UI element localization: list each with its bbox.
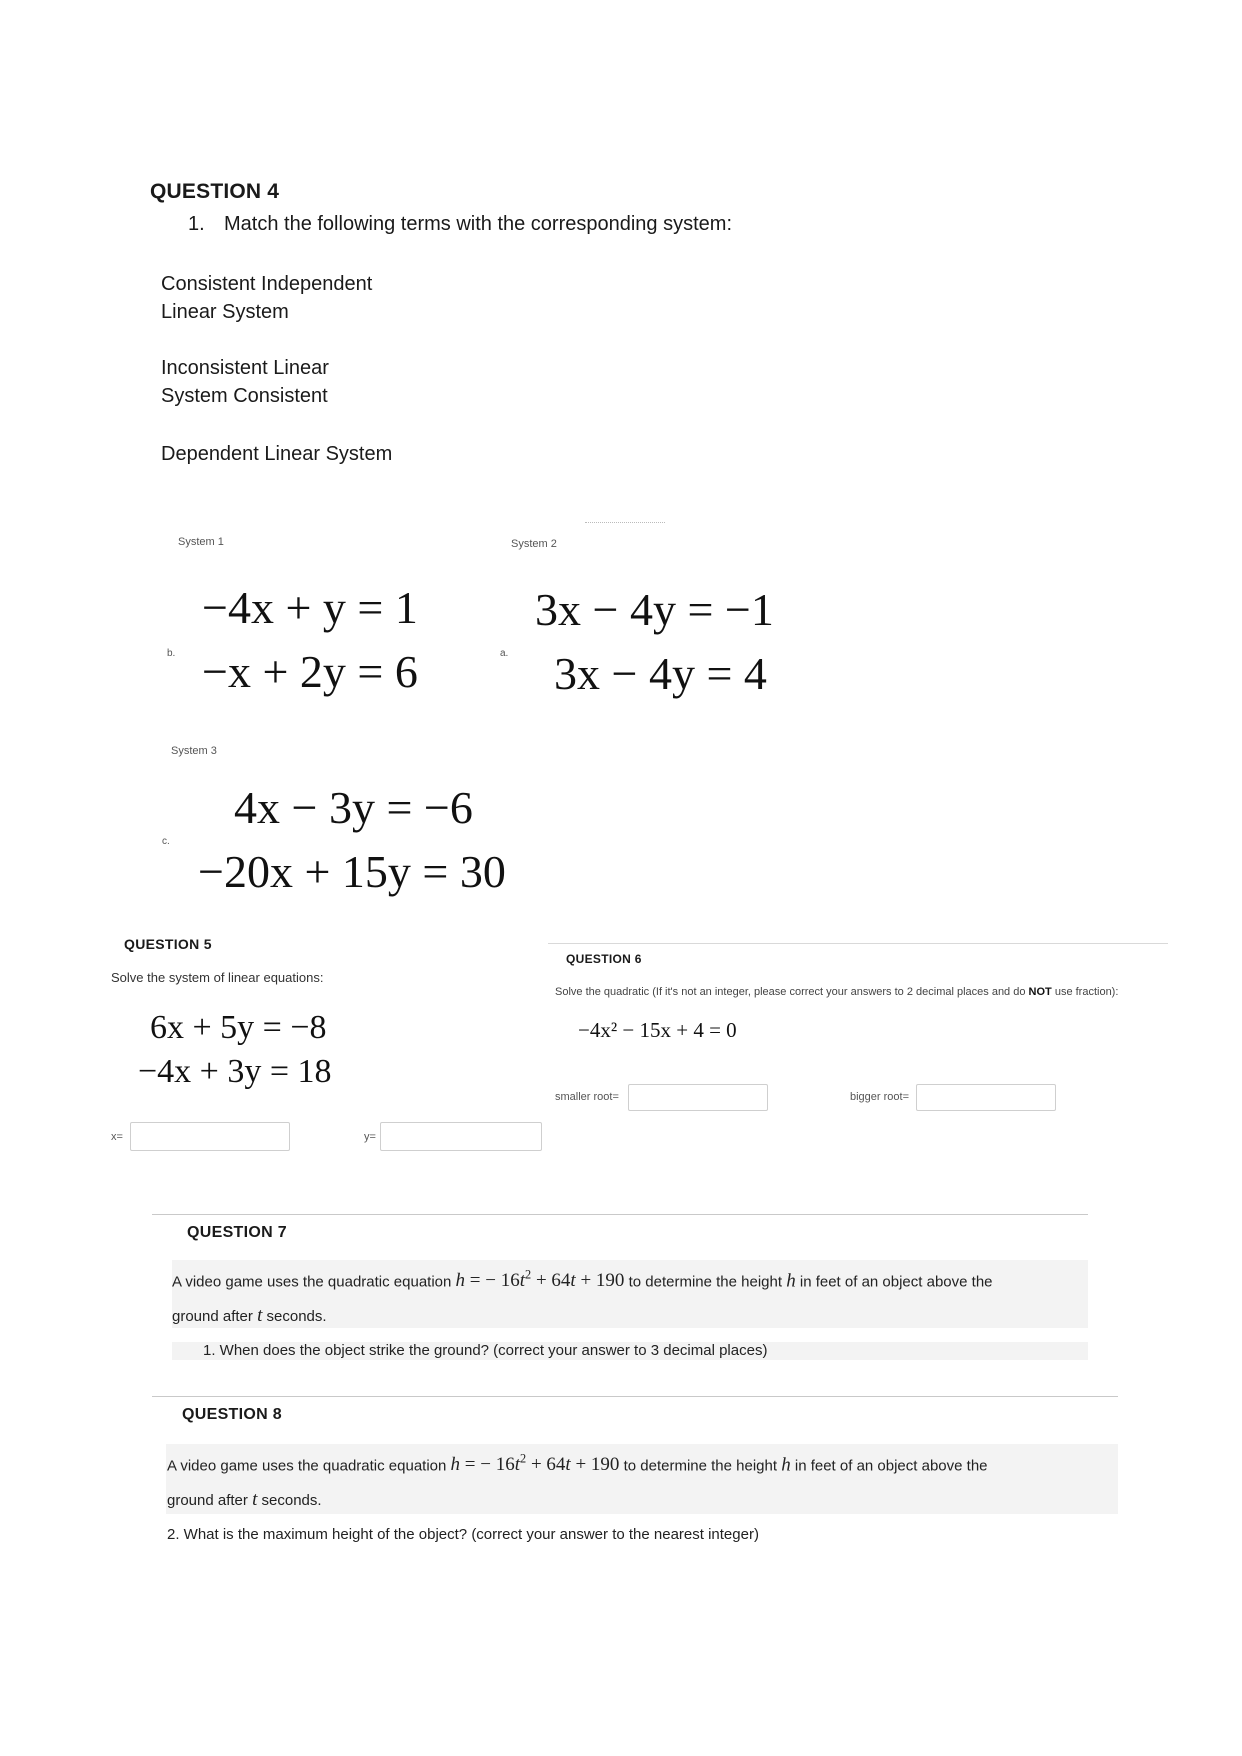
system-1-letter: b. — [167, 648, 176, 659]
question-6-equation: −4x² − 15x + 4 = 0 — [578, 1018, 737, 1042]
system-3-eq1: 4x − 3y = −6 — [234, 782, 473, 833]
question-7-line1 — [172, 1258, 993, 1299]
question-7-text — [172, 1258, 993, 1334]
question-5-title: QUESTION 5 — [124, 936, 212, 952]
question-8-line2 — [167, 1483, 988, 1518]
item-number: 1. — [188, 213, 205, 235]
bigger-root-label: bigger root= — [850, 1091, 910, 1103]
term-inconsistent[interactable] — [161, 354, 329, 410]
question-8-rule — [152, 1396, 1118, 1397]
q7-text-mid: to determine the height — [628, 1273, 783, 1291]
system-3-letter: c. — [162, 836, 170, 847]
term-line: Dependent Linear System — [161, 443, 393, 465]
question-8-line1 — [167, 1442, 988, 1483]
term-line: System Consistent — [161, 385, 328, 407]
question-4-title: QUESTION 4 — [150, 180, 280, 203]
q8-text-mid: to determine the height — [623, 1457, 778, 1475]
system-3-label: System 3 — [171, 745, 217, 757]
term-dependent[interactable] — [161, 440, 392, 468]
term-line: Linear System — [161, 301, 289, 323]
question-7-rule — [152, 1214, 1088, 1215]
bigger-root-input[interactable] — [916, 1084, 1056, 1111]
smaller-root-label: smaller root= — [555, 1091, 619, 1103]
q7-text-pre: A video game uses the quadratic equation — [172, 1273, 452, 1291]
question-6-title: QUESTION 6 — [566, 952, 642, 966]
instruction-text-end: use fraction): — [1051, 986, 1119, 998]
question-6-instruction — [555, 986, 1118, 998]
system-2-top-mark — [585, 522, 665, 524]
system-1-equations — [202, 576, 418, 704]
y-label: y= — [364, 1131, 376, 1143]
term-line: Inconsistent Linear — [161, 357, 329, 379]
instruction-text: Solve the quadratic (If it's not an integer, please correct your answers to 2 decimal places and do — [555, 986, 1029, 998]
x-label: x= — [111, 1131, 123, 1143]
item-text: Match the following terms with the corresponding system: — [224, 213, 732, 235]
question-5-instruction: Solve the system of linear equations: — [111, 970, 324, 985]
question-4-item — [188, 213, 732, 236]
question-8-title: QUESTION 8 — [182, 1406, 282, 1423]
x-answer-input[interactable] — [130, 1122, 290, 1151]
system-2-eq2: 3x − 4y = 4 — [554, 648, 767, 699]
system-3-eq2: −20x + 15y = 30 — [198, 846, 506, 897]
q7-var-t: t — [257, 1305, 263, 1327]
term-consistent-independent[interactable] — [161, 270, 372, 326]
q7-line2-pre: ground after — [172, 1308, 253, 1326]
q8-text-post: in feet of an object above the — [794, 1457, 988, 1475]
system-2-equations — [535, 578, 774, 706]
q7-equation: h = − $16t^2 + 64t + 190$ — [455, 1268, 625, 1292]
q8-var-t: t — [252, 1489, 258, 1511]
question-7-title: QUESTION 7 — [187, 1224, 287, 1241]
system-2-letter: a. — [500, 648, 509, 659]
question-8-sub-question: 2. What is the maximum height of the object? (correct your answer to the nearest integer) — [167, 1526, 759, 1543]
question-8-text — [167, 1442, 988, 1518]
question-5-eq2: −4x + 3y = 18 — [138, 1053, 332, 1090]
term-line: Consistent Independent — [161, 273, 373, 295]
q8-line2-post: seconds. — [261, 1492, 322, 1510]
q8-equation: h = − $16t^2 + 64t + 190$ — [450, 1452, 620, 1476]
system-1-eq1: −4x + y = 1 — [202, 582, 418, 633]
q7-var-h: h — [786, 1270, 796, 1292]
system-2-eq1: 3x − 4y = −1 — [535, 584, 774, 635]
question-6-divider — [548, 943, 1168, 944]
system-1-label: System 1 — [178, 536, 224, 548]
q7-line2-post: seconds. — [266, 1308, 327, 1326]
q8-var-h: h — [781, 1454, 791, 1476]
system-2-label: System 2 — [511, 538, 557, 550]
y-answer-input[interactable] — [380, 1122, 542, 1151]
question-5-eq1: 6x + 5y = −8 — [150, 1009, 327, 1046]
system-1-eq2: −x + 2y = 6 — [202, 646, 418, 697]
smaller-root-input[interactable] — [628, 1084, 768, 1111]
q7-text-post: in feet of an object above the — [799, 1273, 993, 1291]
question-5-equations — [138, 1006, 332, 1094]
question-7-line2 — [172, 1299, 993, 1334]
instruction-bold: NOT — [1028, 986, 1052, 998]
system-3-equations — [198, 776, 506, 904]
q8-line2-pre: ground after — [167, 1492, 248, 1510]
question-7-sub-question: 1. When does the object strike the ground? (correct your answer to 3 decimal places) — [203, 1342, 768, 1359]
q8-text-pre: A video game uses the quadratic equation — [167, 1457, 447, 1475]
